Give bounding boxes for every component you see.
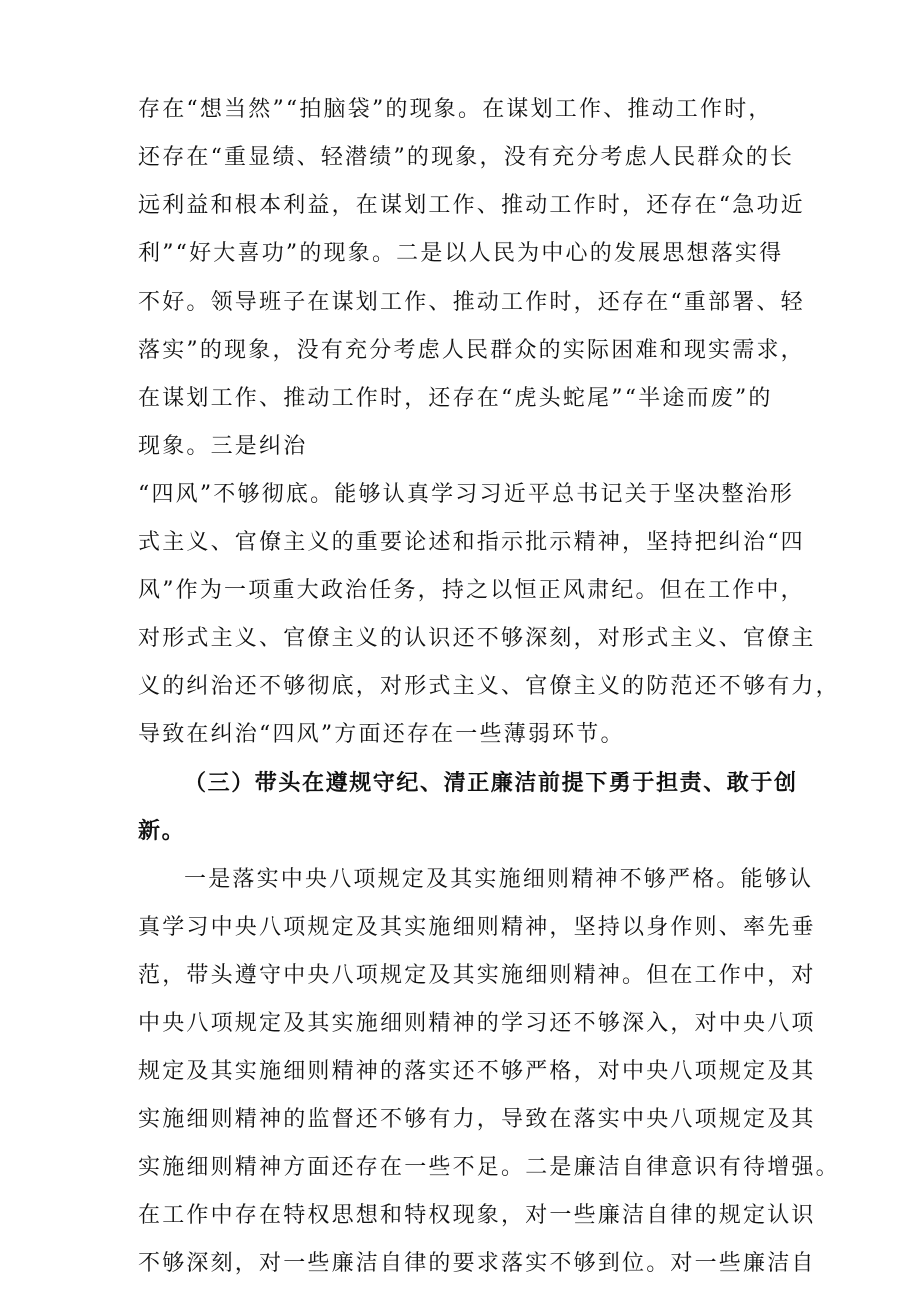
text-line: 还存在“重显绩、轻潜绩”的现象，没有充分考虑人民群众的长 <box>138 145 795 170</box>
text-line: 不好。领导班子在谋划工作、推动工作时，还存在“重部署、轻 <box>138 290 805 315</box>
text-line: 义的纠治还不够彻底，对形式主义、官僚主义的防范还不够有力， <box>138 674 840 699</box>
text-line: 范，带头遵守中央八项规定及其实施细则精神。但在工作中，对 <box>138 963 816 988</box>
section-heading: （三）带头在遵规守纪、清正廉洁前提下勇于担责、敢于创 <box>184 771 798 796</box>
text-line: 实施细则精神的监督还不够有力，导致在落实中央八项规定及其 <box>138 1107 816 1132</box>
text-line: 中央八项规定及其实施细则精神的学习还不够深入，对中央八项 <box>138 1011 816 1036</box>
text-line: “四风”不够彻底。能够认真学习习近平总书记关于坚决整治形 <box>138 482 795 507</box>
text-line: 式主义、官僚主义的重要论述和指示批示精神，坚持把纠治“四 <box>138 530 805 555</box>
text-line: 不够深刻，对一些廉洁自律的要求落实不够到位。对一些廉洁自 <box>138 1251 816 1276</box>
text-line: 落实”的现象，没有充分考虑人民群众的实际困难和现实需求， <box>138 338 805 363</box>
text-line: 规定及其实施细则精神的落实还不够严格，对中央八项规定及其 <box>138 1059 816 1084</box>
text-line: 现象。三是纠治 <box>138 434 308 459</box>
text-line: 真学习中央八项规定及其实施细则精神，坚持以身作则、率先垂 <box>138 915 816 940</box>
text-line: 利”“好大喜功”的现象。二是以人民为中心的发展思想落实得 <box>138 241 784 266</box>
text-line: 对形式主义、官僚主义的认识还不够深刻，对形式主义、官僚主 <box>138 626 816 651</box>
text-line: 远利益和根本利益，在谋划工作、推动工作时，还存在“急功近 <box>138 193 805 218</box>
text-line: 实施细则精神方面还存在一些不足。二是廉洁自律意识有待增强。 <box>138 1155 840 1180</box>
text-line: 一是落实中央八项规定及其实施细则精神不够严格。能够认 <box>184 867 814 892</box>
text-line: 导致在纠治“四风”方面还存在一些薄弱环节。 <box>138 722 625 747</box>
text-line: 在谋划工作、推动工作时，还存在“虎头蛇尾”“半途而废”的 <box>138 386 773 411</box>
section-heading-continued: 新。 <box>138 819 186 844</box>
text-line: 风”作为一项重大政治任务，持之以恒正风肃纪。但在工作中， <box>138 578 805 603</box>
text-line: 在工作中存在特权思想和特权现象，对一些廉洁自律的规定认识 <box>138 1203 816 1228</box>
text-line: 存在“想当然”“拍脑袋”的现象。在谋划工作、推动工作时， <box>138 97 773 122</box>
